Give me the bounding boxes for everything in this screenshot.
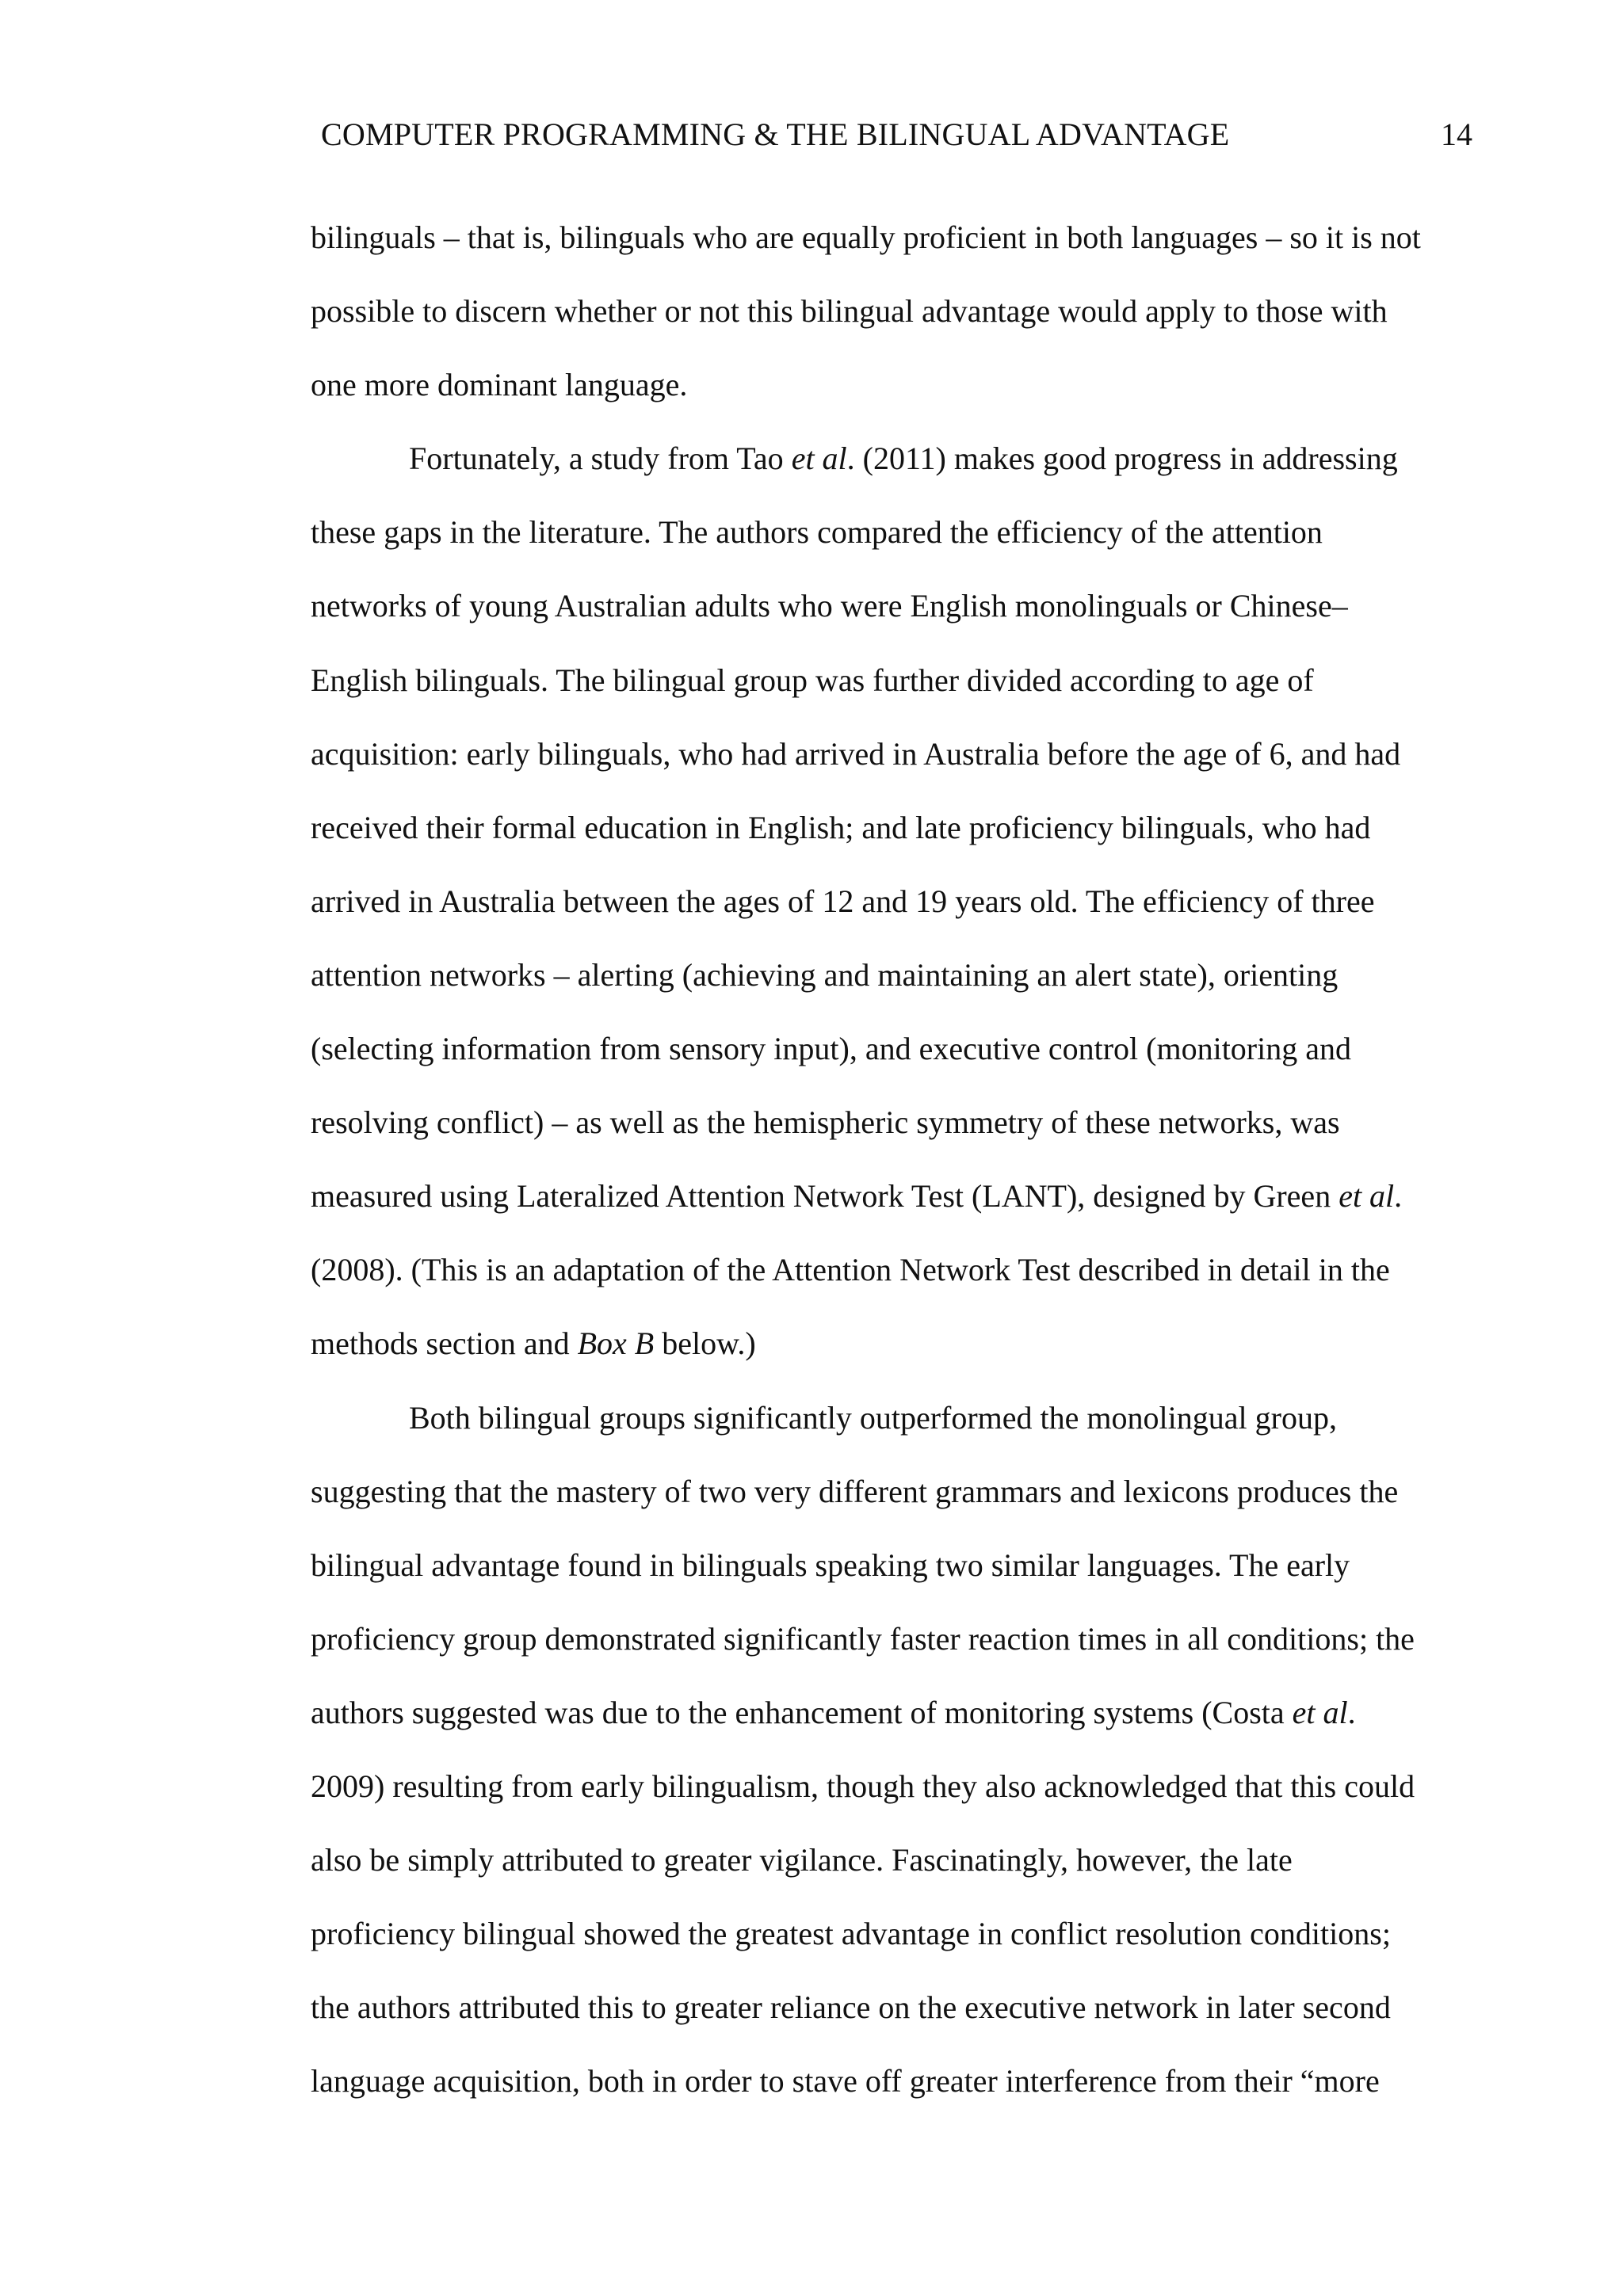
text-run: the authors attributed this to greater reliance on the executive network in later second bbox=[311, 1989, 1391, 2026]
text-run: attention networks – alerting (achieving and maintaining an alert state), orienting bbox=[311, 956, 1338, 993]
text-run: arrived in Australia between the ages of 12 and 19 years old. The efficiency of three bbox=[311, 883, 1375, 919]
text-run: (2008). (This is an adaptation of the Attention Network Test described in detail in the bbox=[311, 1252, 1390, 1288]
text-line bbox=[311, 1542, 1484, 1615]
text-line bbox=[311, 1910, 1484, 1984]
text-line bbox=[311, 1984, 1484, 2058]
text-run: Both bilingual groups significantly outperformed the monolingual group, bbox=[409, 1399, 1337, 1436]
text-run: methods section and bbox=[311, 1325, 578, 1362]
text-line bbox=[311, 1763, 1484, 1836]
text-line bbox=[311, 288, 1484, 361]
text-line bbox=[311, 361, 1484, 435]
text-run: language acquisition, both in order to stave off greater interference from their “more bbox=[311, 2063, 1380, 2100]
text-run: . (2011) makes good progress in addressing bbox=[846, 441, 1398, 477]
text-run: below.) bbox=[654, 1325, 756, 1362]
text-run: received their formal education in English; and late proficiency bilinguals, who had bbox=[311, 809, 1371, 845]
text-line bbox=[311, 730, 1484, 804]
text-run: . bbox=[1347, 1694, 1356, 1730]
text-line bbox=[311, 1320, 1484, 1394]
text-line bbox=[311, 2058, 1484, 2131]
text-line bbox=[311, 1099, 1484, 1173]
text-run: one more dominant language. bbox=[311, 367, 688, 403]
text-line bbox=[311, 435, 1484, 509]
text-line bbox=[311, 657, 1484, 730]
running-head: COMPUTER PROGRAMMING & THE BILINGUAL ADVANTAGE bbox=[321, 116, 1230, 152]
text-run: proficiency bilingual showed the greatest advantage in conflict resolution conditions; bbox=[311, 1916, 1391, 1952]
italic-text: et al bbox=[791, 441, 847, 477]
text-line bbox=[311, 952, 1484, 1025]
body-text bbox=[311, 214, 1484, 2131]
text-run: authors suggested was due to the enhancement of monitoring systems (Costa bbox=[311, 1694, 1293, 1730]
text-line bbox=[311, 1468, 1484, 1542]
text-run: . bbox=[1394, 1178, 1403, 1215]
text-run: resolving conflict) – as well as the hemispheric symmetry of these networks, was bbox=[311, 1104, 1340, 1141]
text-line bbox=[311, 509, 1484, 582]
text-run: bilingual advantage found in bilinguals speaking two similar languages. The early bbox=[311, 1547, 1350, 1583]
text-run: proficiency group demonstrated significantly faster reaction times in all conditions; the bbox=[311, 1620, 1415, 1657]
text-line bbox=[311, 1836, 1484, 1910]
text-line bbox=[311, 214, 1484, 288]
text-line bbox=[311, 1173, 1484, 1246]
text-run: suggesting that the mastery of two very different grammars and lexicons produces the bbox=[311, 1473, 1399, 1509]
text-line bbox=[311, 1615, 1484, 1689]
italic-text: et al bbox=[1338, 1178, 1395, 1215]
text-line bbox=[311, 1689, 1484, 1763]
page-number: 14 bbox=[1441, 116, 1472, 152]
text-run: (selecting information from sensory input), and executive control (monitoring and bbox=[311, 1031, 1351, 1067]
text-run: Fortunately, a study from Tao bbox=[409, 441, 792, 477]
text-run: measured using Lateralized Attention Network Test (LANT), designed by Green bbox=[311, 1178, 1339, 1215]
text-run: these gaps in the literature. The authors compared the efficiency of the attention bbox=[311, 514, 1323, 551]
text-run: networks of young Australian adults who were English monolinguals or Chinese– bbox=[311, 588, 1348, 624]
text-line bbox=[311, 1394, 1484, 1468]
text-run: also be simply attributed to greater vigilance. Fascinatingly, however, the late bbox=[311, 1842, 1293, 1878]
text-run: possible to discern whether or not this bilingual advantage would apply to those with bbox=[311, 293, 1388, 330]
text-run: bilinguals – that is, bilinguals who are equally proficient in both languages – so it is not bbox=[311, 219, 1421, 255]
text-line bbox=[311, 1246, 1484, 1320]
italic-text: Box B bbox=[577, 1325, 655, 1362]
text-run: acquisition: early bilinguals, who had arrived in Australia before the age of 6, and had bbox=[311, 735, 1401, 772]
text-line bbox=[311, 1025, 1484, 1099]
text-run: English bilinguals. The bilingual group was further divided according to age of bbox=[311, 662, 1314, 698]
text-line bbox=[311, 878, 1484, 952]
text-line bbox=[311, 804, 1484, 878]
text-line bbox=[311, 582, 1484, 656]
italic-text: et al bbox=[1292, 1694, 1348, 1730]
text-run: 2009) resulting from early bilingualism, though they also acknowledged that this could bbox=[311, 1768, 1415, 1804]
